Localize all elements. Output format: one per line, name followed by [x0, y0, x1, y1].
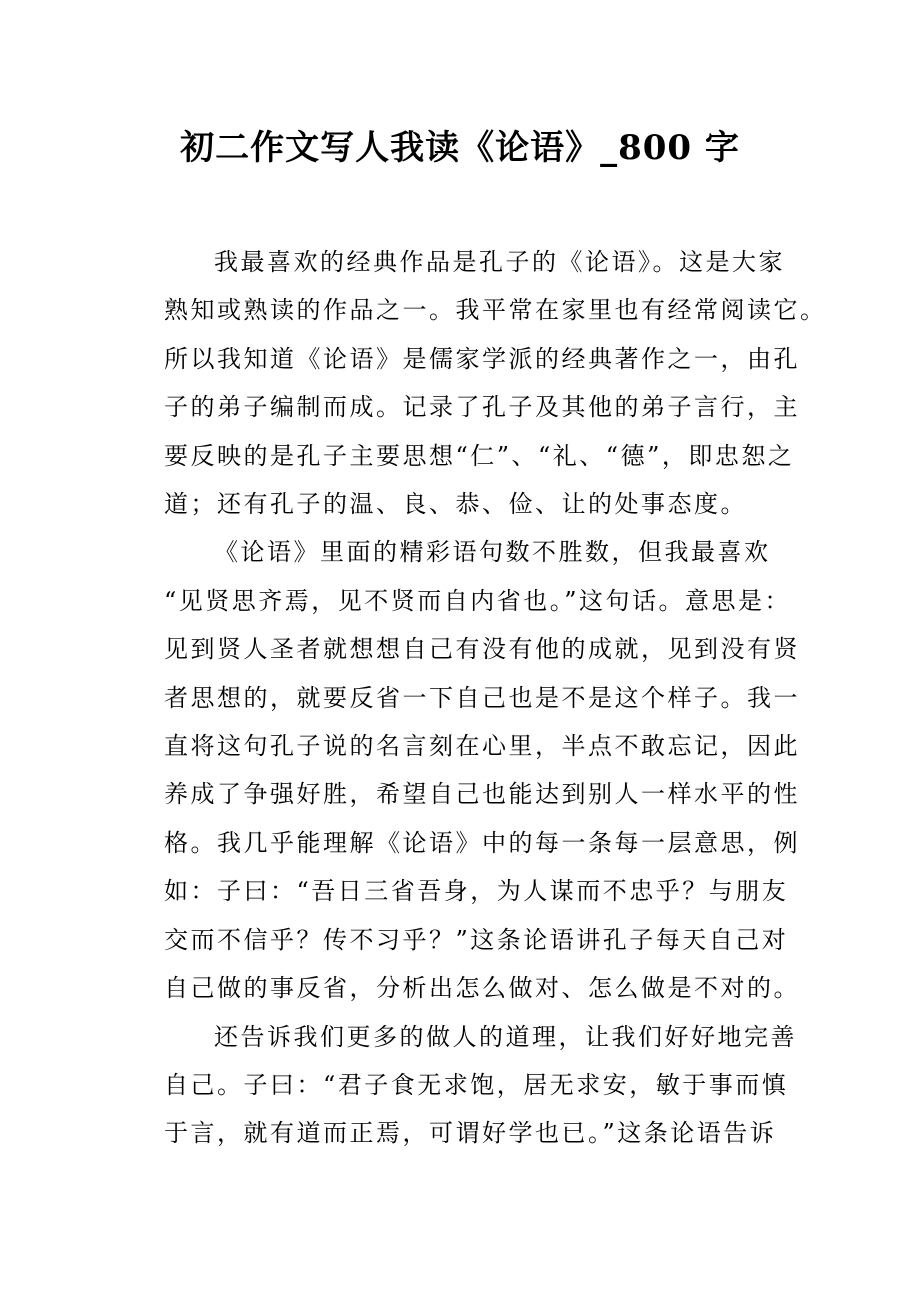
- text-line: 还告诉我们更多的做人的道理，让我们好好地完善: [214, 1022, 797, 1051]
- text-line: 《论语》里面的精彩语句数不胜数，但我最喜欢: [214, 538, 771, 567]
- paragraph-1: [164, 238, 827, 528]
- text-line: 者思想的，就要反省一下自己也是不是这个样子。我一: [164, 683, 800, 712]
- text-line: 子的弟子编制而成。记录了孔子及其他的弟子言行，主: [164, 393, 800, 422]
- text-line: 熟知或熟读的作品之一。我平常在家里也有经常阅读它。: [164, 296, 827, 325]
- text-line: “见贤思齐焉，见不贤而自内省也。”这句话。意思是：: [164, 586, 792, 615]
- text-line: 见到贤人圣者就想想自己有没有他的成就，见到没有贤: [164, 635, 800, 664]
- document-body: [164, 238, 827, 1158]
- text-line: 如：子曰：“吾日三省吾身，为人谋而不忠乎？与朋友: [164, 877, 789, 906]
- text-line: 自己。子曰：“君子食无求饱，居无求安，敏于事而慎: [164, 1070, 789, 1099]
- text-line: 养成了争强好胜，希望自己也能达到别人一样水平的性: [164, 780, 800, 809]
- paragraph-2: [164, 528, 800, 1012]
- text-line: 所以我知道《论语》是儒家学派的经典著作之一，由孔: [164, 344, 800, 373]
- text-line: 直将这句孔子说的名言刻在心里，半点不敢忘记，因此: [164, 732, 800, 761]
- text-line: 于言，就有道而正焉，可谓好学也已。”这条论语告诉: [164, 1119, 777, 1148]
- text-line: 要反映的是孔子主要思想“仁”、“礼、“德”，即忠恕之: [164, 441, 795, 470]
- paragraph-3: [164, 1013, 797, 1158]
- text-line: 格。我几乎能理解《论语》中的每一条每一层意思，例: [164, 828, 800, 857]
- text-line: 交而不信乎？传不习乎？”这条论语讲孔子每天自己对: [164, 925, 789, 954]
- document-title: 初二作文写人我读《论语》_800 字: [180, 128, 740, 168]
- text-line: 我最喜欢的经典作品是孔子的《论语》。这是大家: [214, 248, 785, 276]
- text-line: 自己做的事反省，分析出怎么做对、怎么做是不对的。: [164, 974, 800, 1003]
- text-line: 道；还有孔子的温、良、恭、俭、让的处事态度。: [164, 490, 747, 519]
